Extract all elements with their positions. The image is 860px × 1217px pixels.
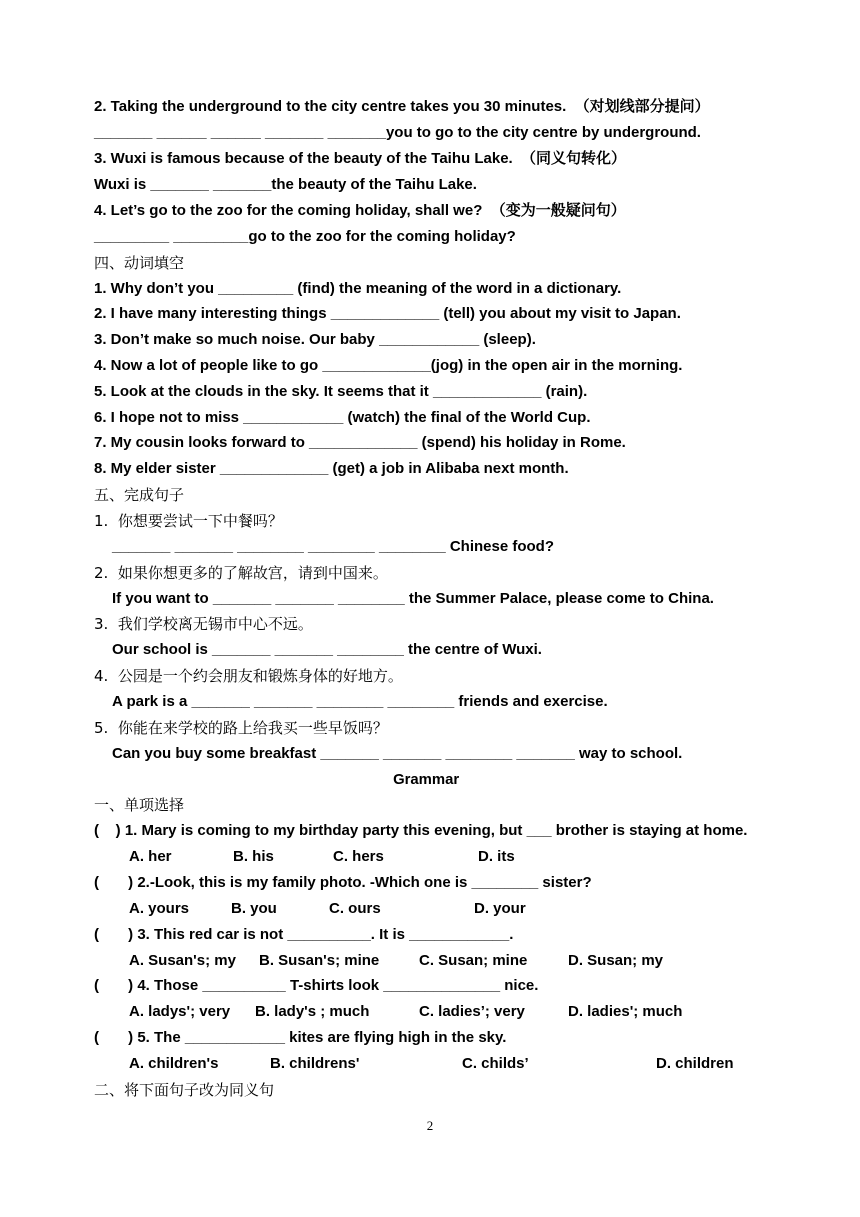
mc-4-option-c: C. ladies’; very [419,1003,525,1020]
mc-3-option-d: D. Susan; my [568,952,664,969]
mc-question-2: ( ) 2.-Look, this is my family photo. -Which one is ________ sister? [94,874,592,891]
mc-1-option-c: C. hers [333,848,384,865]
page-number: 2 [426,1118,434,1133]
complete-item-2-chinese: 2. 如果你想更多的了解故宫，请到中国来。 [94,564,388,582]
verb-item-7: 7. My cousin looks forward to _____________ (spend) his holiday in Rome. [94,434,626,451]
complete-item-3-english: Our school is _______ _______ ________ the centre of Wuxi. [112,641,542,658]
verb-item-5: 5. Look at the clouds in the sky. It seems that it _____________ (rain). [94,383,588,400]
mc-3-option-c: C. Susan; mine [419,952,528,969]
mc-5-option-b: B. childrens' [270,1055,360,1072]
verb-item-6: 6. I hope not to miss ____________ (watch) the final of the World Cup. [94,409,591,426]
section-heading-synonym: 二、将下面句子改为同义句 [94,1081,275,1099]
verb-item-8: 8. My elder sister _____________ (get) a job in Alibaba next month. [94,460,569,477]
mc-5-option-c: C. childs’ [462,1055,529,1072]
mc-2-option-a: A. yours [129,900,190,917]
complete-item-2-english: If you want to _______ _______ ________ the Summer Palace, please come to China. [112,590,714,607]
question-4-answer-line: _________ _________go to the zoo for the coming holiday? [94,228,516,245]
mc-question-4: ( ) 4. Those __________ T-shirts look ______________ nice. [94,977,539,994]
mc-3-option-a: A. Susan's; my [129,952,236,969]
mc-4-option-b: B. lady's ; much [255,1003,370,1020]
section-heading-multiple-choice: 一、单项选择 [94,796,185,814]
verb-item-4: 4. Now a lot of people like to go _____________(jog) in the open air in the morning. [94,357,683,374]
mc-5-option-a: A. children's [129,1055,219,1072]
verb-item-1: 1. Why don’t you _________ (find) the meaning of the word in a dictionary. [94,280,622,297]
mc-2-option-c: C. ours [329,900,381,917]
complete-item-5-english: Can you buy some breakfast _______ _______ ________ _______ way to school. [112,745,683,762]
question-3-text: 3. Wuxi is famous because of the beauty of the Taihu Lake. （同义句转化） [94,150,627,167]
question-4-text: 4. Let’s go to the zoo for the coming holiday, shall we? （变为一般疑问句） [94,202,626,219]
mc-4-option-d: D. ladies'; much [568,1003,683,1020]
complete-item-5-chinese: 5. 你能在来学校的路上给我买一些早饭吗？ [94,719,388,737]
complete-item-4-chinese: 4. 公园是一个约会朋友和锻炼身体的好地方。 [94,667,403,685]
complete-item-1-chinese: 1. 你想要尝试一下中餐吗？ [94,512,283,530]
mc-question-5: ( ) 5. The ____________ kites are flying high in the sky. [94,1029,507,1046]
question-3-answer-line: Wuxi is _______ _______the beauty of the Taihu Lake. [94,176,477,193]
mc-question-1: ( ) 1. Mary is coming to my birthday party this evening, but ___ brother is staying at home. [94,822,748,839]
complete-item-1-english: _______ _______ ________ ________ ________ Chinese food? [112,538,555,555]
verb-item-3: 3. Don’t make so much noise. Our baby ____________ (sleep). [94,331,536,348]
mc-1-option-a: A. her [129,848,172,865]
mc-1-option-b: B. his [233,848,274,865]
section-heading-verbs: 四、动词填空 [94,254,185,272]
mc-2-option-d: D. your [474,900,526,917]
mc-1-option-d: D. its [478,848,515,865]
grammar-title: Grammar [393,771,460,788]
question-2-answer-line: _______ ______ ______ _______ _______you to go to the city centre by underground. [94,124,701,141]
mc-question-3: ( ) 3. This red car is not __________. It is ____________. [94,926,514,943]
section-heading-complete: 五、完成句子 [94,486,185,504]
question-2-text: 2. Taking the underground to the city centre takes you 30 minutes. （对划线部分提问） [94,98,710,115]
mc-3-option-b: B. Susan's; mine [259,952,380,969]
complete-item-4-english: A park is a _______ _______ ________ ________ friends and exercise. [112,693,608,710]
mc-4-option-a: A. ladys'; very [129,1003,231,1020]
mc-5-option-d: D. children [656,1055,734,1072]
complete-item-3-chinese: 3. 我们学校离无锡市中心不远。 [94,615,313,633]
mc-2-option-b: B. you [231,900,277,917]
verb-item-2: 2. I have many interesting things _____________ (tell) you about my visit to Japan. [94,305,681,322]
